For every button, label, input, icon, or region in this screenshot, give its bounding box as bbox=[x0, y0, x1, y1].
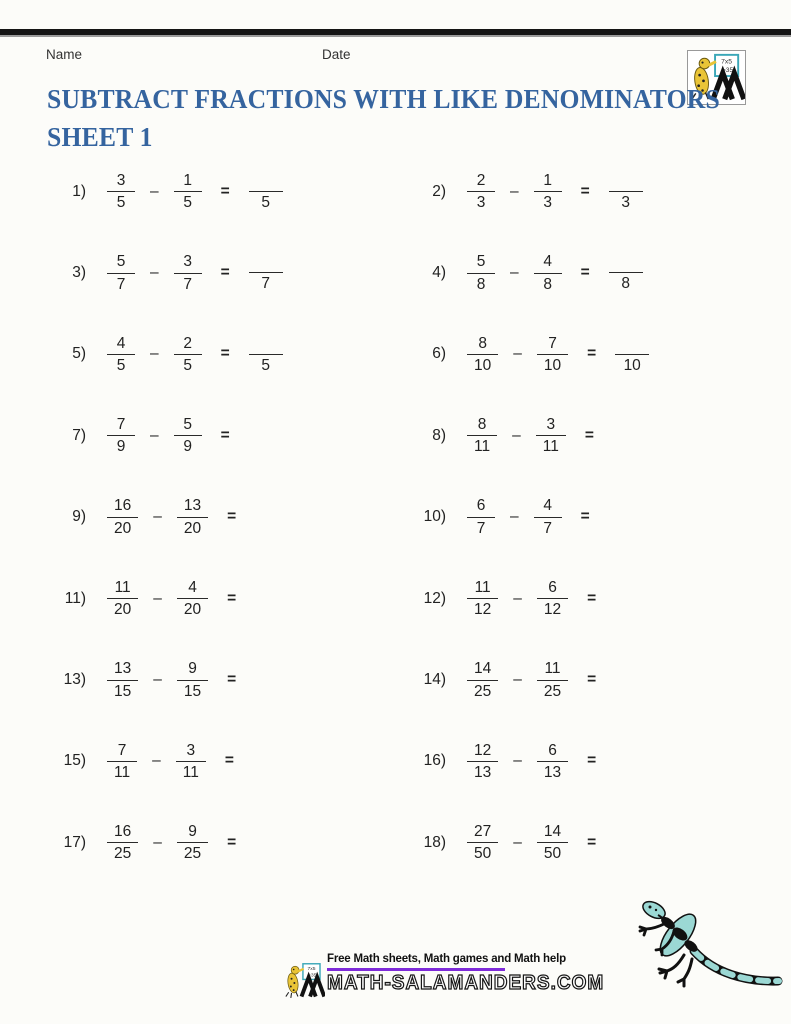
fraction-denominator: 9 bbox=[183, 438, 192, 456]
problem-row bbox=[410, 416, 791, 456]
equals-sign: = bbox=[227, 508, 237, 526]
fraction-minuend bbox=[467, 335, 498, 375]
fraction-numerator: 8 bbox=[477, 416, 487, 433]
problem-number: 15) bbox=[63, 752, 86, 770]
fraction-minuend bbox=[107, 579, 138, 619]
salamander-image bbox=[628, 893, 788, 995]
fraction-denominator: 9 bbox=[116, 438, 126, 456]
answer-blank-numerator bbox=[249, 172, 283, 191]
answer-blank-fraction bbox=[609, 172, 643, 211]
equals-sign: = bbox=[580, 182, 590, 200]
problem-number: 18) bbox=[423, 833, 446, 851]
problem-number: 7) bbox=[72, 426, 86, 444]
fraction-numerator: 16 bbox=[114, 497, 132, 515]
fraction-subtrahend bbox=[177, 823, 208, 863]
minus-sign: – bbox=[153, 508, 162, 526]
minus-sign: – bbox=[513, 345, 522, 363]
answer-denominator: 10 bbox=[623, 356, 641, 374]
fraction-subtrahend bbox=[174, 253, 202, 293]
fraction-minuend bbox=[107, 823, 138, 863]
minus-sign: – bbox=[513, 833, 522, 851]
fraction-numerator: 1 bbox=[543, 171, 552, 189]
problem-row bbox=[50, 823, 410, 863]
minus-sign: – bbox=[510, 182, 519, 200]
problem-number: 1) bbox=[72, 182, 86, 200]
name-label: Name bbox=[46, 47, 83, 62]
fraction-subtrahend bbox=[537, 660, 568, 700]
fraction-minuend bbox=[467, 172, 495, 212]
fraction-subtrahend bbox=[537, 335, 568, 375]
fraction-minuend bbox=[467, 660, 498, 700]
minus-sign: – bbox=[510, 508, 519, 526]
fraction-denominator: 3 bbox=[476, 194, 486, 212]
problem-row bbox=[410, 660, 791, 700]
footer-tagline: Free Math sheets, Math games and Math help bbox=[327, 953, 566, 965]
date-label: Date bbox=[322, 47, 351, 62]
minus-sign: – bbox=[153, 589, 162, 607]
footer-divider bbox=[327, 968, 505, 971]
fraction-numerator: 3 bbox=[546, 416, 556, 433]
fraction-numerator: 14 bbox=[543, 822, 562, 840]
fraction-minuend bbox=[467, 742, 498, 782]
fraction-denominator: 8 bbox=[476, 275, 486, 293]
fraction-minuend bbox=[467, 497, 495, 537]
problem-row bbox=[50, 579, 410, 619]
fraction-subtrahend bbox=[177, 497, 208, 537]
fraction-numerator: 5 bbox=[116, 253, 126, 271]
fraction-minuend bbox=[107, 660, 138, 700]
minus-sign: – bbox=[150, 426, 159, 444]
problem-number: 14) bbox=[423, 671, 446, 689]
problem-number: 11) bbox=[64, 589, 86, 607]
minus-sign: – bbox=[150, 264, 159, 282]
equals-sign: = bbox=[227, 589, 237, 607]
svg-text:7x5: 7x5 bbox=[721, 58, 733, 66]
answer-denominator: 5 bbox=[261, 194, 270, 211]
problem-row bbox=[50, 335, 410, 375]
page-title-line2: SHEET 1 bbox=[47, 122, 153, 152]
fraction-numerator: 4 bbox=[116, 334, 126, 352]
answer-blank-numerator bbox=[609, 172, 643, 191]
problem-number: 5) bbox=[72, 345, 86, 363]
equals-sign: = bbox=[587, 589, 597, 607]
answer-denominator: 5 bbox=[261, 356, 270, 374]
problem-row bbox=[410, 742, 791, 782]
fraction-numerator: 6 bbox=[548, 578, 557, 596]
answer-blank-fraction bbox=[249, 253, 283, 292]
equals-sign: = bbox=[587, 833, 597, 851]
fraction-numerator: 3 bbox=[186, 741, 196, 759]
fraction-denominator: 5 bbox=[183, 356, 192, 374]
fraction-subtrahend bbox=[176, 742, 206, 782]
problem-row bbox=[50, 416, 410, 456]
problem-number: 3) bbox=[72, 264, 86, 282]
answer-denominator: 3 bbox=[621, 194, 630, 211]
problem-row bbox=[50, 172, 410, 212]
fraction-minuend bbox=[107, 742, 137, 782]
fraction-minuend bbox=[107, 253, 135, 293]
fraction-subtrahend bbox=[177, 660, 208, 700]
fraction-denominator: 15 bbox=[183, 682, 202, 700]
fraction-denominator: 20 bbox=[183, 601, 202, 619]
fraction-subtrahend bbox=[537, 579, 568, 619]
fraction-denominator: 20 bbox=[114, 519, 132, 537]
fraction-denominator: 5 bbox=[183, 194, 192, 212]
answer-denominator: 7 bbox=[261, 275, 270, 293]
fraction-denominator: 5 bbox=[116, 356, 126, 374]
fraction-subtrahend bbox=[177, 579, 208, 619]
minus-sign: – bbox=[513, 589, 522, 607]
equals-sign: = bbox=[227, 833, 237, 851]
problem-row bbox=[410, 497, 791, 537]
fraction-numerator: 1 bbox=[183, 171, 192, 189]
fraction-denominator: 25 bbox=[474, 682, 492, 700]
fraction-numerator: 3 bbox=[116, 171, 126, 189]
math-salamanders-logo-icon bbox=[283, 957, 325, 1004]
fraction-subtrahend bbox=[537, 742, 568, 782]
fraction-denominator: 20 bbox=[114, 601, 132, 619]
fraction-subtrahend bbox=[534, 172, 562, 212]
equals-sign: = bbox=[224, 752, 234, 770]
problem-number: 17) bbox=[63, 833, 86, 851]
fraction-numerator: 16 bbox=[114, 822, 132, 840]
page-title-line1: SUBTRACT FRACTIONS WITH LIKE DENOMINATORS bbox=[47, 84, 720, 114]
equals-sign: = bbox=[587, 752, 597, 770]
equals-sign: = bbox=[220, 426, 230, 444]
salamander-icon bbox=[628, 893, 788, 995]
problem-row bbox=[410, 823, 791, 863]
fraction-denominator: 20 bbox=[183, 519, 202, 537]
svg-text:=35: =35 bbox=[307, 972, 317, 979]
answer-blank-fraction bbox=[249, 172, 283, 211]
footer-logo bbox=[283, 957, 325, 1004]
fraction-numerator: 5 bbox=[476, 253, 486, 271]
equals-sign: = bbox=[220, 345, 230, 363]
fraction-minuend bbox=[467, 579, 498, 619]
equals-sign: = bbox=[587, 345, 597, 363]
fraction-subtrahend bbox=[174, 335, 202, 375]
answer-blank-fraction bbox=[615, 335, 649, 374]
fraction-denominator: 7 bbox=[476, 519, 486, 537]
fraction-denominator: 15 bbox=[114, 682, 132, 700]
fraction-denominator: 13 bbox=[474, 763, 492, 781]
fraction-numerator: 4 bbox=[188, 578, 197, 596]
problem-number: 2) bbox=[432, 182, 446, 200]
fraction-denominator: 11 bbox=[542, 438, 559, 456]
fraction-numerator: 6 bbox=[548, 741, 557, 759]
fraction-subtrahend bbox=[534, 497, 562, 537]
fraction-numerator: 12 bbox=[474, 741, 492, 759]
problem-number: 13) bbox=[63, 671, 86, 689]
fraction-denominator: 13 bbox=[543, 763, 562, 781]
equals-sign: = bbox=[220, 264, 230, 282]
fraction-denominator: 7 bbox=[183, 275, 192, 293]
fraction-numerator: 11 bbox=[114, 578, 131, 596]
answer-blank-numerator bbox=[249, 335, 283, 354]
answer-denominator: 8 bbox=[621, 275, 630, 293]
fraction-numerator: 3 bbox=[183, 253, 192, 271]
problem-number: 8) bbox=[432, 426, 446, 444]
page-title bbox=[47, 80, 720, 156]
problem-row bbox=[410, 172, 791, 212]
fraction-minuend bbox=[107, 497, 138, 537]
fraction-denominator: 11 bbox=[474, 438, 491, 456]
minus-sign: – bbox=[153, 833, 162, 851]
problem-number: 16) bbox=[423, 752, 446, 770]
footer bbox=[283, 953, 604, 1004]
fraction-denominator: 50 bbox=[474, 845, 492, 863]
fraction-numerator: 2 bbox=[183, 334, 192, 352]
fraction-minuend bbox=[107, 335, 135, 375]
equals-sign: = bbox=[580, 264, 590, 282]
problem-row bbox=[410, 335, 791, 375]
fraction-denominator: 10 bbox=[474, 356, 492, 374]
answer-blank-numerator bbox=[609, 253, 643, 272]
problem-number: 10) bbox=[423, 508, 446, 526]
fraction-numerator: 7 bbox=[117, 741, 127, 759]
fraction-numerator: 7 bbox=[116, 416, 126, 433]
fraction-numerator: 9 bbox=[188, 660, 197, 678]
equals-sign: = bbox=[584, 426, 594, 444]
answer-blank-fraction bbox=[609, 253, 643, 292]
fraction-denominator: 10 bbox=[543, 356, 562, 374]
fraction-minuend bbox=[107, 416, 135, 456]
answer-blank-numerator bbox=[249, 253, 283, 272]
minus-sign: – bbox=[510, 264, 519, 282]
problem-number: 12) bbox=[423, 589, 446, 607]
equals-sign: = bbox=[227, 671, 237, 689]
minus-sign: – bbox=[512, 426, 521, 444]
fraction-numerator: 11 bbox=[544, 660, 561, 678]
equals-sign: = bbox=[580, 508, 590, 526]
fraction-numerator: 6 bbox=[476, 497, 486, 515]
fraction-denominator: 11 bbox=[182, 763, 199, 781]
fraction-denominator: 11 bbox=[114, 763, 131, 781]
fraction-numerator: 7 bbox=[548, 334, 557, 352]
fraction-numerator: 4 bbox=[543, 497, 552, 515]
fraction-denominator: 3 bbox=[543, 194, 552, 212]
fraction-denominator: 5 bbox=[116, 194, 126, 212]
fraction-subtrahend bbox=[174, 172, 202, 212]
fraction-denominator: 8 bbox=[543, 275, 552, 293]
minus-sign: – bbox=[150, 182, 159, 200]
fraction-numerator: 14 bbox=[474, 660, 492, 678]
fraction-numerator: 13 bbox=[114, 660, 132, 678]
equals-sign: = bbox=[220, 182, 230, 200]
minus-sign: – bbox=[513, 671, 522, 689]
problem-row bbox=[50, 497, 410, 537]
problem-number: 6) bbox=[432, 345, 446, 363]
minus-sign: – bbox=[150, 345, 159, 363]
minus-sign: – bbox=[152, 752, 161, 770]
top-rule bbox=[0, 29, 791, 37]
fraction-subtrahend bbox=[174, 416, 202, 456]
fraction-subtrahend bbox=[537, 823, 568, 863]
fraction-minuend bbox=[467, 823, 498, 863]
answer-blank-numerator bbox=[615, 335, 649, 354]
fraction-numerator: 5 bbox=[183, 416, 192, 433]
problem-row bbox=[50, 253, 410, 293]
svg-text:7x5: 7x5 bbox=[307, 966, 316, 973]
minus-sign: – bbox=[513, 752, 522, 770]
fraction-numerator: 27 bbox=[474, 822, 492, 840]
fraction-subtrahend bbox=[534, 253, 562, 293]
fraction-minuend bbox=[467, 416, 497, 456]
fraction-numerator: 9 bbox=[188, 822, 197, 840]
fraction-denominator: 25 bbox=[114, 845, 132, 863]
minus-sign: – bbox=[153, 671, 162, 689]
fraction-numerator: 8 bbox=[478, 334, 487, 352]
fraction-denominator: 7 bbox=[116, 275, 126, 293]
problem-row bbox=[50, 660, 410, 700]
fraction-minuend bbox=[107, 172, 135, 212]
problem-row bbox=[50, 742, 410, 782]
problem-number: 9) bbox=[72, 508, 86, 526]
problem-number: 4) bbox=[432, 264, 446, 282]
fraction-denominator: 12 bbox=[543, 601, 562, 619]
fraction-minuend bbox=[467, 253, 495, 293]
fraction-numerator: 11 bbox=[474, 578, 491, 596]
fraction-numerator: 4 bbox=[543, 253, 552, 271]
footer-site-name: MATH-SALAMANDERS.COM bbox=[327, 972, 605, 995]
fraction-denominator: 7 bbox=[543, 519, 552, 537]
fraction-denominator: 25 bbox=[183, 845, 202, 863]
svg-text:=35: =35 bbox=[721, 67, 734, 75]
problem-row bbox=[410, 253, 791, 293]
answer-blank-fraction bbox=[249, 335, 283, 374]
problem-row bbox=[410, 579, 791, 619]
problems-grid bbox=[0, 151, 791, 884]
equals-sign: = bbox=[587, 671, 597, 689]
fraction-denominator: 25 bbox=[543, 682, 562, 700]
fraction-numerator: 13 bbox=[183, 497, 202, 515]
fraction-denominator: 50 bbox=[543, 845, 562, 863]
fraction-numerator: 2 bbox=[476, 171, 486, 189]
fraction-denominator: 12 bbox=[474, 601, 492, 619]
fraction-subtrahend bbox=[536, 416, 566, 456]
